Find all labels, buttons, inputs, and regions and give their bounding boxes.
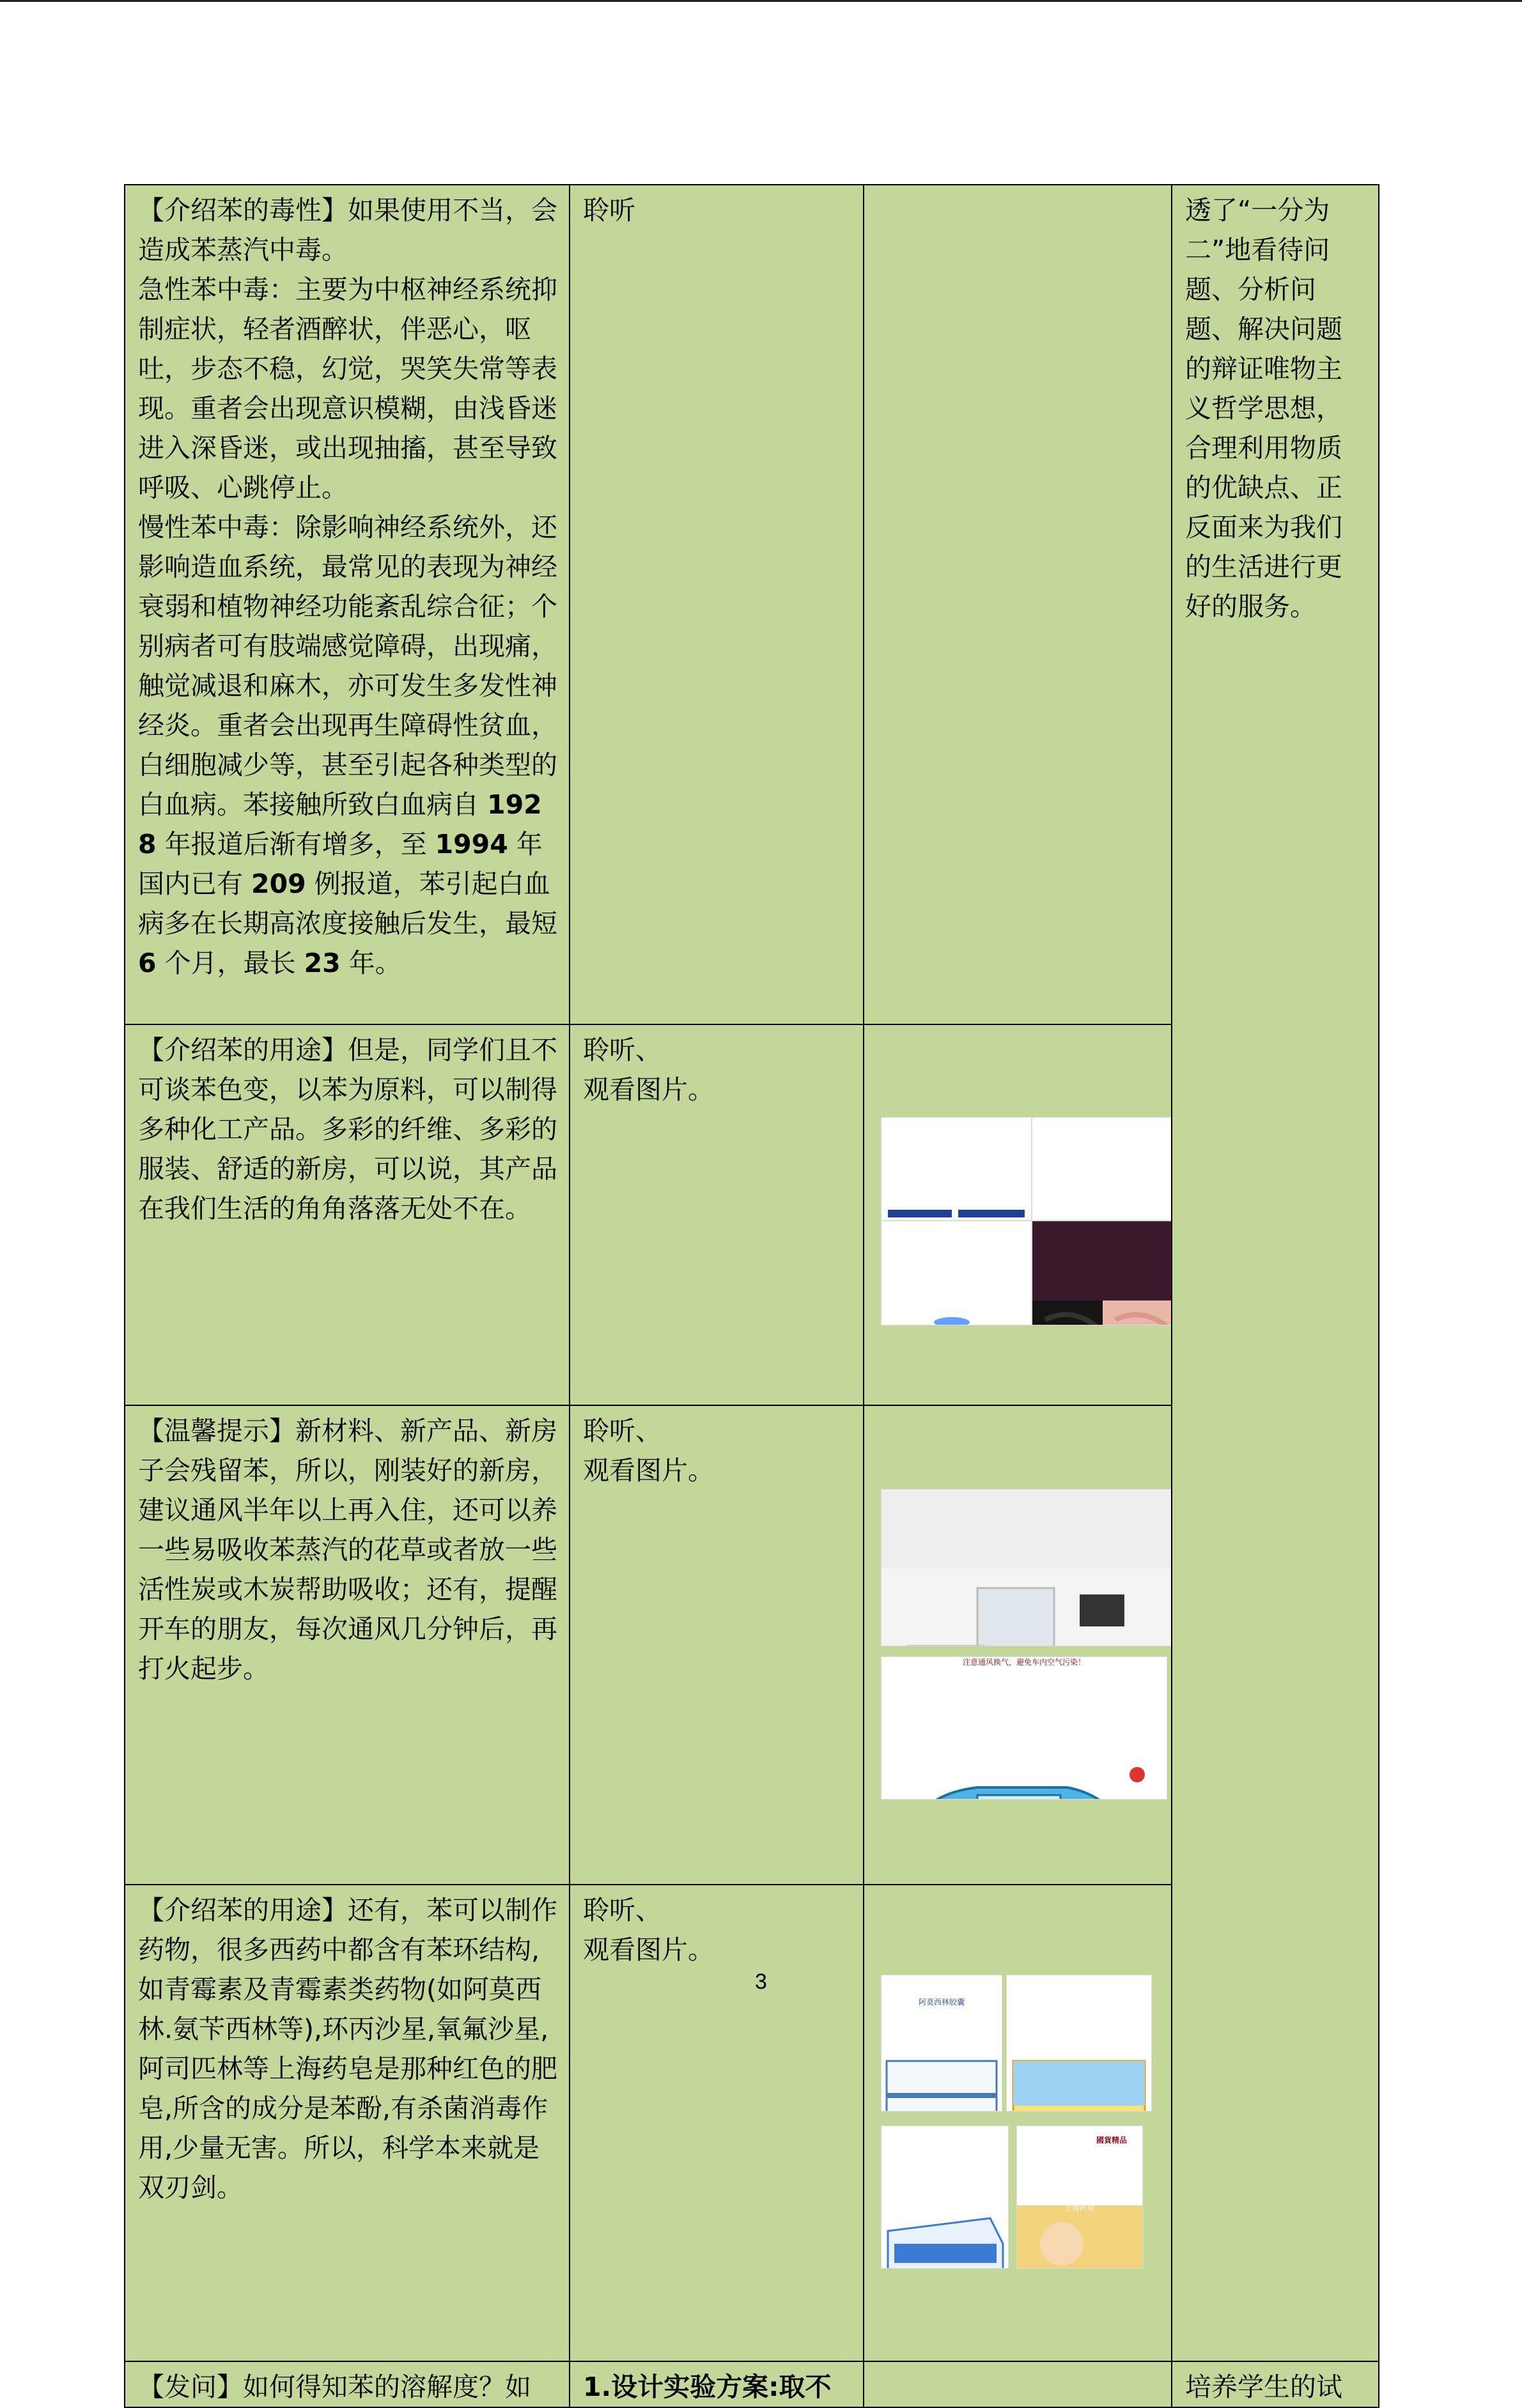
text-run: 6 (138, 948, 157, 978)
shanghai-soap-image (1016, 2126, 1143, 2269)
design-intent-text: 培养学生的试 (1185, 2372, 1342, 2402)
student-activity-text: 1.设计实验方案:取不 (583, 2372, 832, 2402)
car-caption: 注意通风换气，避免车内空气污染！ (881, 1657, 1167, 1667)
medicine-images (881, 1975, 1171, 2281)
teacher-activity-cell (125, 1885, 570, 2361)
teacher-activity-text (138, 1416, 557, 1684)
media-cell (864, 1024, 1172, 1405)
design-intent-text: 透了“一分为二”地看待问题、分析问题、解决问题的辩证唯物主义哲学思想，合理利用物质的优缺点、正反面来为我们的生活进行更好的服务。 (1185, 195, 1342, 622)
text-run: 年国内已有 (138, 829, 543, 899)
text-run: 年。 (340, 948, 401, 978)
media-cell (864, 1405, 1172, 1885)
student-activity-cell (570, 1405, 864, 1885)
text-run: 1994 (435, 829, 508, 860)
teacher-activity-text (138, 2372, 531, 2402)
teacher-activity-cell (125, 185, 570, 1024)
text-run: 【介绍苯的用途】但是，同学们且不可谈苯色变，以苯为原料，可以制得多种化工产品。多彩的纤维、多彩的服装、舒适的新房，可以说，其产品在我们生活的角角落落无处不在。 (138, 1035, 557, 1224)
teacher-activity-cell (125, 2361, 570, 2407)
soap-label: 上海药皂 (1064, 2203, 1095, 2212)
text-run: 【温馨提示】新材料、新产品、新房子会残留苯，所以，刚装好的新房，建议通风半年以上再入住，还可以养一些易吸收苯蒸汽的花草或者放一些活性炭或木炭帮助吸收；还有，提醒开车的朋友，每次通风几分钟后，再打火起步。 (138, 1416, 557, 1684)
page-number: 3 (755, 1970, 767, 1994)
text-run: 年报道后渐有增多，至 (156, 829, 435, 860)
student-activity-cell (570, 185, 864, 1024)
amoxicillin-label: 阿莫西林胶囊 (918, 1998, 965, 2007)
text-run: 【发问】如何得知苯的溶解度？如 (138, 2372, 531, 2402)
room-and-car-images (881, 1489, 1171, 1805)
text-run: 23 (304, 948, 341, 978)
student-activity-text: 聆听、 观看图片。 (583, 1416, 714, 1486)
car-ventilation-cartoon (881, 1656, 1167, 1800)
text-run: 1928 (138, 789, 542, 860)
student-activity-cell (570, 1885, 864, 2361)
product-image-collage (881, 1115, 1171, 1325)
living-room-image (881, 1489, 1172, 1646)
lesson-plan-table (124, 184, 1379, 2408)
student-activity-cell (570, 2361, 864, 2407)
aspirin-box-image (881, 2126, 1009, 2269)
table-row (125, 185, 1379, 1024)
student-activity-text: 聆听、 观看图片。 (583, 1895, 714, 1965)
student-activity-text: 聆听、 观看图片。 (583, 1035, 714, 1105)
student-activity-cell (570, 1024, 864, 1405)
design-intent-cell (1172, 2361, 1379, 2407)
text-run: 209 (251, 868, 306, 899)
design-intent-cell (1172, 185, 1379, 2361)
teacher-activity-text (138, 1035, 557, 1224)
text-run: 【介绍苯的用途】还有，苯可以制作药物，很多西药中都含有苯环结构,如青霉素及青霉素类药物(如阿莫西林.氨苄西林等),环丙沙星,氧氟沙星,阿司匹林等上海药皂是那种红色的肥皂,所含的成分是苯酚,有杀菌消毒作用,少量无害。所以，科学本来就是双刃剑。 (138, 1895, 557, 2203)
teacher-activity-text (138, 1895, 557, 2203)
media-cell (864, 2361, 1172, 2407)
children-medicine-box-image (1006, 1975, 1152, 2111)
text-run: 个月，最长 (156, 948, 304, 978)
teacher-activity-text (138, 195, 566, 978)
student-activity-text: 聆听 (583, 195, 635, 226)
paint-buckets-image (881, 1221, 1032, 1325)
text-run: 【介绍苯的毒性】如果使用不当，会造成苯蒸汽中毒。 急性苯中毒：主要为中枢神经系统抑制症状，轻者酒醉状，伴恶心，呕吐，步态不稳，幻觉，哭笑失常等表现。重者会出现意识模糊，由浅昏迷进入深昏迷，或出现抽搐，甚至导致呼吸、心跳停止。 慢性苯中毒：除影响神经系统外，还影响造血系统，最常见的表现为神经衰弱和植物神经功能紊乱综合征；个别病者可有肢端感觉障碍，出现痛，触觉减退和麻木，亦可发生多发性神经炎。重者会出现再生障碍性贫血，白细胞减少等，甚至引起各种类型的白血病。苯接触所致白血病自 (138, 195, 557, 820)
striped-shirts-image (881, 1117, 1032, 1221)
media-cell (864, 1885, 1172, 2361)
text-run: 例报道，苯引起白血病多在长期高浓度接触后发生，最短 (138, 868, 566, 939)
media-cell (864, 185, 1172, 1024)
fabrics-image (1032, 1221, 1172, 1325)
page-top-border (0, 0, 1522, 2)
sneakers-image (1032, 1117, 1172, 1221)
soap-top-label: 國貨精品 (1096, 2136, 1127, 2145)
amoxicillin-box-image (881, 1975, 1002, 2111)
table-row (125, 2361, 1379, 2407)
aspirin-label: 阿司匹林泡腾片 (917, 2172, 972, 2180)
teacher-activity-cell (125, 1024, 570, 1405)
teacher-activity-cell (125, 1405, 570, 1885)
